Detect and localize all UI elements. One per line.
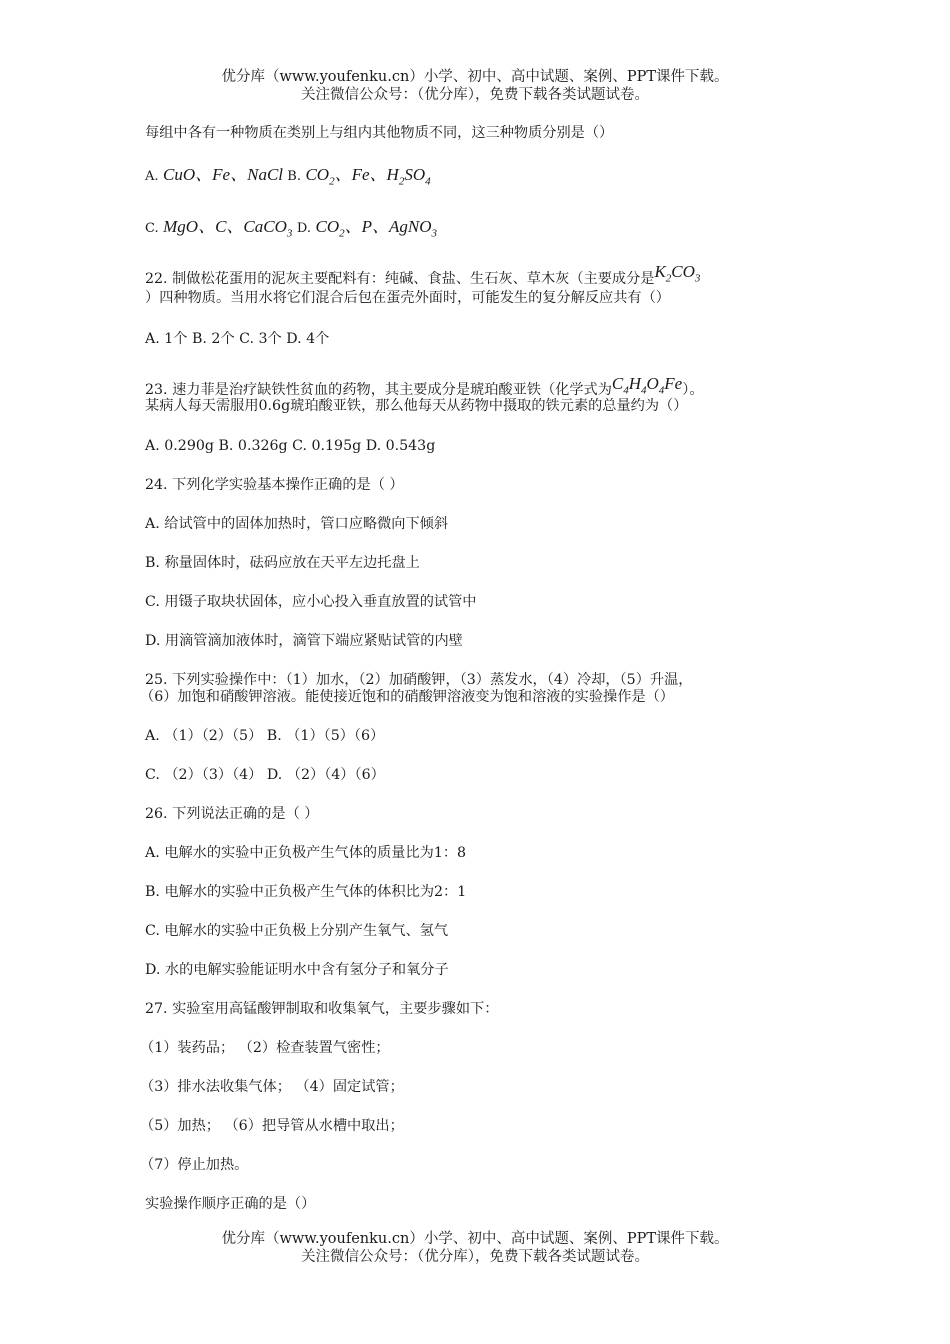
q21-stem: 每组中各有一种物质在类别上与组内其他物质不同，这三种物质分别是（） <box>145 125 614 141</box>
q21-options-cd <box>145 218 437 242</box>
q21-option-a-formula: CuO、Fe、NaCl <box>163 165 284 184</box>
q25-stem-line-2: （6）加饱和硝酸钾溶液。能使接近饱和的硝酸钾溶液变为饱和溶液的实验操作是（） <box>140 689 674 705</box>
q21-option-b-formula: $CO_2$、Fe、$H_2SO_4$ <box>305 165 431 188</box>
q27-step-line-2: （3）排水法收集气体； （4）固定试管； <box>140 1079 404 1095</box>
q21-option-d-label: D. <box>296 221 311 236</box>
q24-stem: 24. 下列化学实验基本操作正确的是（ ） <box>145 477 404 493</box>
q21-option-d-formula: $CO_2$、P、AgNO$_3$ <box>315 217 438 240</box>
q25-options-cd: C. （2）（3）（4） D. （2）（4）（6） <box>145 767 385 783</box>
q26-option-d: D. 水的电解实验能证明水中含有氢分子和氧分子 <box>145 962 449 978</box>
q23-formula: $C_4H_4O_4Fe$ <box>611 374 683 397</box>
footer-line-2: 关注微信公众号：（优分库），免费下载各类试题试卷。 <box>301 1249 649 1265</box>
q22-options: A. 1个 B. 2个 C. 3个 D. 4个 <box>145 331 330 347</box>
q24-option-a: A. 给试管中的固体加热时，管口应略微向下倾斜 <box>145 516 449 532</box>
q21-option-c-label: C. <box>145 221 159 236</box>
q27-step-line-1: （1）装药品； （2）检查装置气密性； <box>140 1040 390 1056</box>
q25-options-ab: A. （1）（2）（5） B. （1）（5）（6） <box>145 728 385 744</box>
q24-option-d: D. 用滴管滴加液体时，滴管下端应紧贴试管的内壁 <box>145 633 463 649</box>
q26-stem: 26. 下列说法正确的是（ ） <box>145 806 319 822</box>
page-header <box>0 68 950 104</box>
q23-options: A. 0.290g B. 0.326g C. 0.195g D. 0.543g <box>145 438 436 454</box>
page-footer <box>0 1230 950 1266</box>
q25-stem-line-1: 25. 下列实验操作中：（1）加水，（2）加硝酸钾，（3）蒸发水，（4）冷却，（5）升温， <box>145 672 693 688</box>
q27-question: 实验操作顺序正确的是（） <box>145 1196 316 1212</box>
q26-option-b: B. 电解水的实验中正负极产生气体的体积比为2：1 <box>145 884 467 900</box>
q27-stem: 27. 实验室用高锰酸钾制取和收集氧气，主要步骤如下： <box>145 1001 499 1017</box>
q26-option-a: A. 电解水的实验中正负极产生气体的质量比为1：8 <box>145 845 467 861</box>
q22-stem-line-2: ）四种物质。当用水将它们混合后包在蛋壳外面时，可能发生的复分解反应共有（） <box>145 290 670 306</box>
q24-option-c: C. 用镊子取块状固体，应小心投入垂直放置的试管中 <box>145 594 477 610</box>
q27-step-line-4: （7）停止加热。 <box>140 1157 249 1173</box>
q26-option-c: C. 电解水的实验中正负极上分别产生氧气、氢气 <box>145 923 449 939</box>
footer-line-1: 优分库（www.youfenku.cn）小学、初中、高中试题、案例、PPT课件下载。 <box>221 1231 729 1247</box>
q21-options-ab <box>145 166 431 190</box>
q23-stem-line-2: 某病人每天需服用0.6g琥珀酸亚铁，那么他每天从药物中摄取的铁元素的总量约为（） <box>145 398 688 414</box>
header-line-2: 关注微信公众号：（优分库），免费下载各类试题试卷。 <box>301 87 649 103</box>
q21-option-b-label: B. <box>287 169 301 184</box>
q22-formula: $K_2CO_3$ <box>654 262 701 285</box>
q21-option-a-label: A. <box>145 169 159 184</box>
q24-option-b: B. 称量固体时，砝码应放在天平左边托盘上 <box>145 555 420 571</box>
q22-stem-line-1: 22. 制做松花蛋用的泥灰主要配料有：纯碱、食盐、生石灰、草木灰（主要成分是$K_2CO_3$ <box>145 262 701 287</box>
q27-step-line-3: （5）加热； （6）把导管从水槽中取出； <box>140 1118 404 1134</box>
q23-stem-line-1: 23. 速力菲是治疗缺铁性贫血的药物，其主要成分是琥珀酸亚铁（化学式为$C_4H_4O_4Fe$）。 <box>145 374 704 398</box>
q21-option-c-formula: MgO、C、CaCO$_3$ <box>163 217 293 240</box>
header-line-1: 优分库（www.youfenku.cn）小学、初中、高中试题、案例、PPT课件下载。 <box>221 69 729 85</box>
